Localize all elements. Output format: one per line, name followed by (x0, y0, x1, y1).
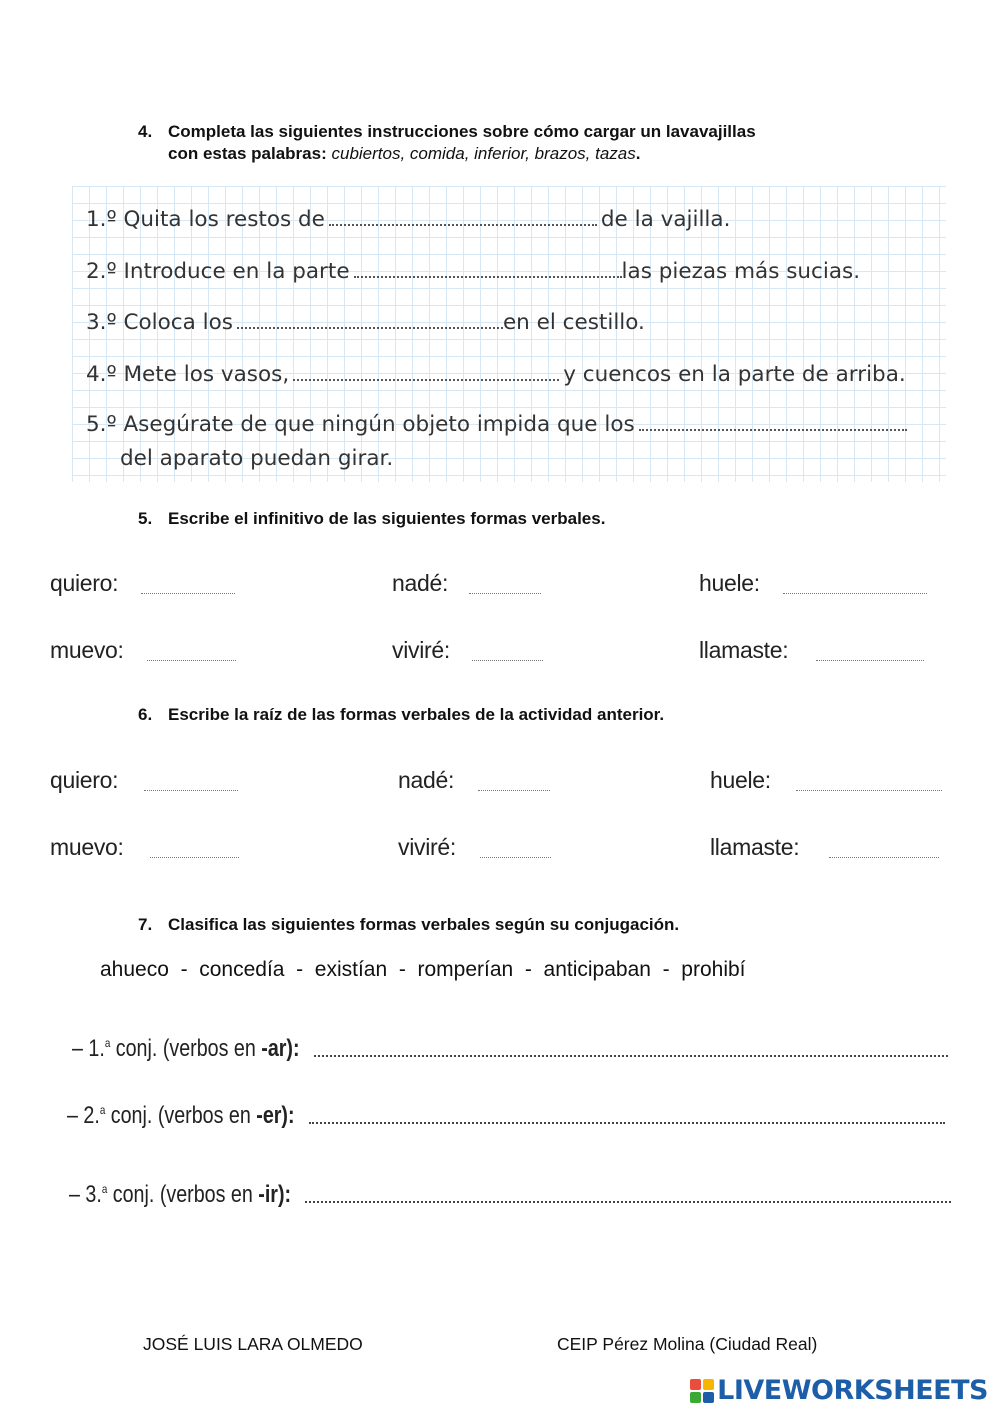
logo-square (690, 1379, 701, 1390)
blank-answer-field[interactable] (639, 411, 907, 431)
verb-form-label: muevo: (50, 637, 124, 663)
answer-field[interactable] (783, 593, 927, 594)
verb-form-label: llamaste: (710, 834, 800, 860)
answer-field[interactable] (141, 593, 235, 594)
verb-form-label: nadé: (392, 570, 449, 596)
blank-answer-field[interactable] (293, 361, 559, 381)
school-name: CEIP Pérez Molina (Ciudad Real) (557, 1334, 818, 1354)
answer-field[interactable] (147, 660, 236, 661)
logo-text: LIVEWORKSHEETS (717, 1375, 988, 1406)
conjugation-row-2 (67, 1102, 295, 1130)
row-number: – 1. (72, 1035, 105, 1062)
answer-field[interactable] (309, 1122, 945, 1124)
instruction-item-3 (86, 309, 645, 335)
row-label: conj. (verbos en (105, 1102, 257, 1129)
ordinal-mark: a (99, 1103, 106, 1117)
ordinal-mark: a (101, 1182, 108, 1196)
item-text-after: de la vajilla. (600, 207, 731, 232)
item-text-before: 1.º Quita los restos de (86, 207, 325, 232)
exercise-4-grid (72, 186, 946, 482)
verb-form-label: viviré: (398, 834, 456, 860)
period: . (635, 144, 641, 163)
item-text-before: 2.º Introduce en la parte (86, 259, 350, 284)
item-text-before: 5.º Asegúrate de que ningún objeto impida que los (86, 412, 635, 437)
exercise-number: 4. (138, 122, 153, 141)
instruction-item-1 (86, 206, 730, 232)
item-text-after: y cuencos en la parte de arriba. (563, 362, 906, 387)
item-text-before: 3.º Coloca los (86, 310, 233, 335)
conjugation-row-1 (72, 1035, 300, 1063)
word-bank: cubiertos, comida, inferior, brazos, tazas (331, 144, 636, 163)
answer-field[interactable] (478, 790, 550, 791)
blank-answer-field[interactable] (329, 206, 597, 226)
instruction: Escribe el infinitivo de las siguientes formas verbales. (168, 509, 606, 528)
logo-square (703, 1392, 714, 1403)
logo-square (703, 1379, 714, 1390)
conjugation-row-3 (69, 1181, 291, 1209)
verb-form-label: huele: (710, 767, 771, 793)
answer-field[interactable] (150, 857, 239, 858)
row-label: conj. (verbos en (110, 1035, 262, 1062)
row-number: – 3. (69, 1181, 102, 1208)
exercise-6-title (138, 704, 664, 726)
answer-field[interactable] (796, 790, 942, 791)
answer-field[interactable] (305, 1201, 951, 1203)
answer-field[interactable] (314, 1055, 948, 1057)
liveworksheets-logo (690, 1375, 988, 1406)
verb-form-label: quiero: (50, 570, 119, 596)
answer-field[interactable] (816, 660, 924, 661)
verb-form-label: viviré: (392, 637, 450, 663)
exercise-7-title (138, 914, 679, 936)
verb-form-label: muevo: (50, 834, 124, 860)
verb-form-label: llamaste: (699, 637, 789, 663)
verb-form-label: quiero: (50, 767, 119, 793)
logo-square (690, 1392, 701, 1403)
exercise-number: 7. (138, 915, 153, 934)
exercise-4-title (138, 121, 756, 165)
answer-field[interactable] (829, 857, 939, 858)
verb-form-label: huele: (699, 570, 760, 596)
instruction-line-2: con estas palabras: (168, 144, 327, 163)
exercise-number: 5. (138, 509, 153, 528)
instruction: Clasifica las siguientes formas verbales según su conjugación. (168, 915, 680, 934)
answer-field[interactable] (144, 790, 238, 791)
row-number: – 2. (67, 1102, 100, 1129)
blank-answer-field[interactable] (237, 309, 503, 329)
answer-field[interactable] (472, 660, 543, 661)
verb-ending: -ar): (261, 1035, 300, 1062)
verb-ending: -ir): (258, 1181, 292, 1208)
instruction-item-4 (86, 361, 906, 387)
exercise-number: 6. (138, 705, 153, 724)
item-text-after: las piezas más sucias. (621, 259, 861, 284)
liveworksheets-mark-icon (690, 1379, 714, 1403)
instruction-item-5 (86, 411, 911, 437)
instruction-item-2 (86, 258, 860, 284)
ordinal-mark: a (104, 1036, 111, 1050)
item-text-before: 4.º Mete los vasos, (86, 362, 290, 387)
verb-ending: -er): (256, 1102, 295, 1129)
item-text-after: en el cestillo. (502, 310, 645, 335)
verb-list: ahueco - concedía - existían - romperían - anticipaban - prohibí (100, 958, 746, 981)
exercise-5-title (138, 508, 605, 530)
instruction-line-1: Completa las siguientes instrucciones sobre cómo cargar un lavavajillas (168, 122, 756, 141)
author-name: JOSÉ LUIS LARA OLMEDO (143, 1334, 363, 1354)
row-label: conj. (verbos en (107, 1181, 259, 1208)
verb-form-label: nadé: (398, 767, 455, 793)
instruction-item-5-continued: del aparato puedan girar. (120, 446, 394, 471)
blank-answer-field[interactable] (354, 258, 622, 278)
answer-field[interactable] (469, 593, 541, 594)
answer-field[interactable] (480, 857, 551, 858)
instruction: Escribe la raíz de las formas verbales de la actividad anterior. (168, 705, 665, 724)
